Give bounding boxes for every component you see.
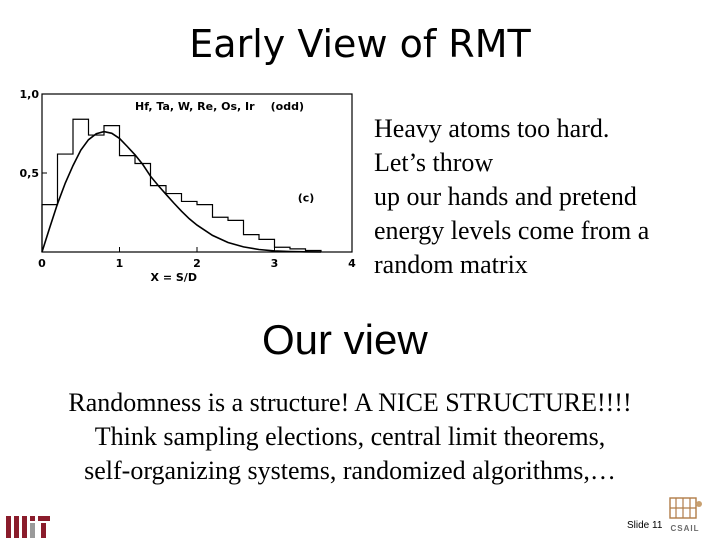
body-line: self-organizing systems, randomized algorithms,… bbox=[84, 456, 616, 485]
side-text-line: Heavy atoms too hard. bbox=[374, 114, 610, 143]
slide-number: Slide 11 bbox=[627, 520, 663, 531]
mit-logo bbox=[6, 514, 50, 538]
side-text-line: energy levels come from a bbox=[374, 216, 650, 245]
side-text-line: up our hands and pretend bbox=[374, 182, 637, 211]
body-line: Randomness is a structure! A NICE STRUCTURE!!!! bbox=[68, 388, 632, 417]
y-tick-label: 1,0 bbox=[19, 88, 39, 101]
x-tick-label: 0 bbox=[38, 257, 46, 270]
legend-tag: (odd) bbox=[270, 99, 304, 113]
side-text-line: Let’s throw bbox=[374, 148, 494, 177]
histogram-series bbox=[42, 119, 321, 252]
slide-title: Early View of RMT bbox=[189, 22, 531, 66]
plot-frame bbox=[42, 94, 352, 252]
wigner-curve bbox=[42, 132, 321, 252]
x-tick-label: 2 bbox=[193, 257, 201, 270]
panel-label: (c) bbox=[297, 191, 315, 205]
csail-logo bbox=[662, 494, 708, 534]
legend-text: Hf, Ta, W, Re, Os, Ir bbox=[135, 99, 255, 113]
x-tick-label: 1 bbox=[115, 257, 124, 270]
side-text-line: random matrix bbox=[374, 250, 528, 279]
side-text bbox=[374, 112, 649, 282]
x-axis-label: X = S/D bbox=[150, 271, 197, 284]
x-tick-label: 4 bbox=[348, 257, 356, 270]
y-tick-label: 0,5 bbox=[19, 167, 39, 180]
x-tick-label: 3 bbox=[270, 257, 279, 270]
level-spacing-plot bbox=[14, 82, 360, 288]
body-text bbox=[0, 386, 700, 488]
body-line: Think sampling elections, central limit theorems, bbox=[94, 422, 606, 451]
csail-logo-text: CSAIL bbox=[670, 524, 700, 533]
subheading: Our view bbox=[262, 316, 428, 363]
